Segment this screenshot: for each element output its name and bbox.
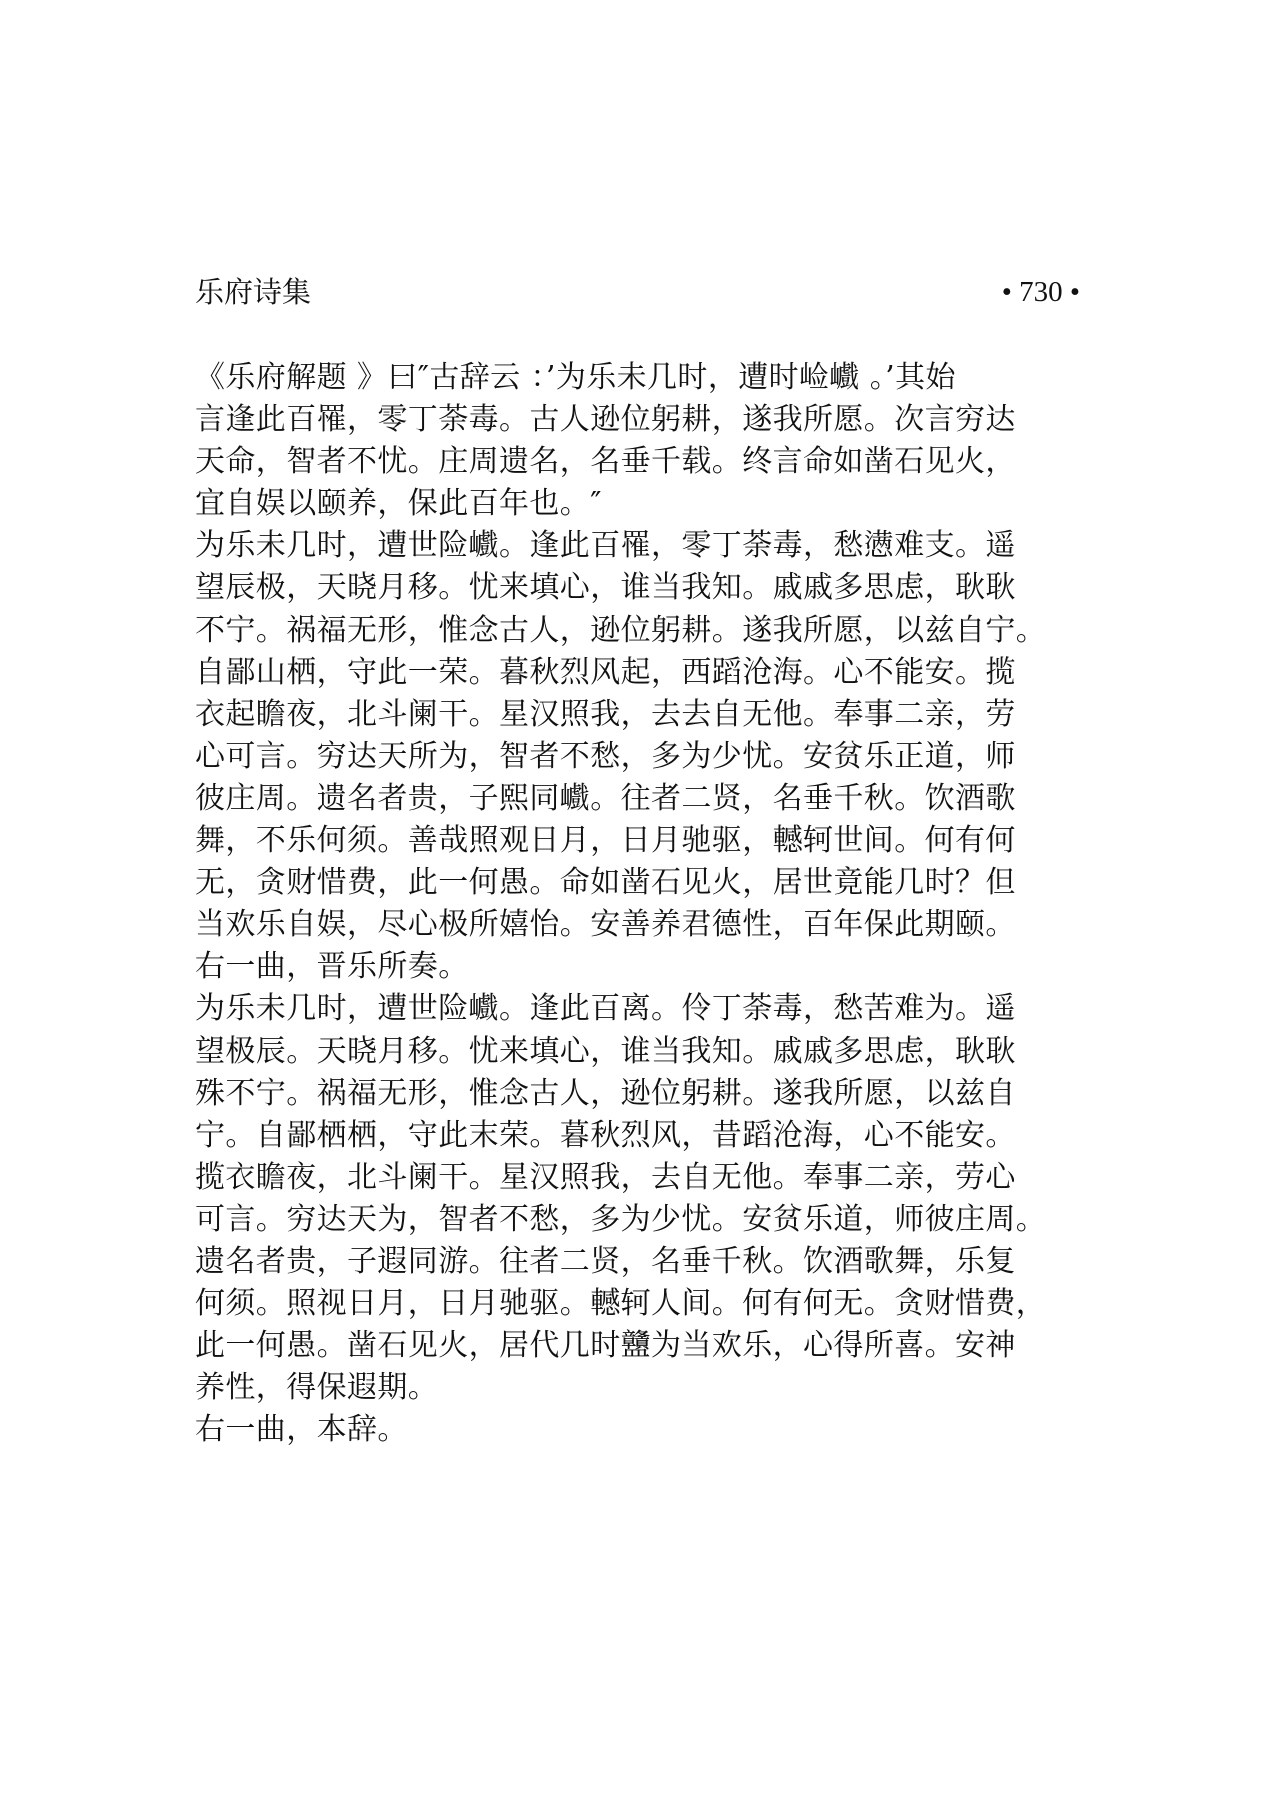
text-line: 当欢乐自娱，尽心极所嬉怡。安善养君德性，百年保此期颐。 (195, 907, 1016, 943)
text-line: 无，贪财惜费，此一何愚。命如凿石见火，居世竟能几时？但 (195, 865, 1016, 901)
text-line: 揽衣瞻夜，北斗阑干。星汉照我，去自无他。奉事二亲，劳心 (195, 1159, 1016, 1195)
text-line: 望极辰。天晓月移。忧来填心，谁当我知。戚戚多思虑，耿耿 (195, 1033, 1016, 1069)
text-line: 天命，智者不忧。庄周遗名，名垂千载。终言命如凿石见火， (195, 444, 1016, 480)
text-line: 心可言。穷达天所为，智者不愁，多为少忧。安贫乐正道，师 (195, 738, 1016, 774)
text-line: 自鄙山栖，守此一荣。暮秋烈风起，西蹈沧海。心不能安。揽 (195, 654, 1016, 690)
text-line: 言逢此百罹，零丁荼毒。古人逊位躬耕，遂我所愿。次言穷达 (195, 402, 1016, 438)
text-line: 不宁。祸福无形，惟念古人，逊位躬耕。遂我所愿，以兹自宁。 (195, 612, 1047, 648)
page-body (195, 357, 1115, 1451)
text-line: 宜自娱以颐养，保此百年也。″ (195, 486, 602, 522)
page-number: • 730 • (1001, 276, 1080, 308)
text-line: 遗名者贵，子遐同游。往者二贤，名垂千秋。饮酒歌舞，乐复 (195, 1243, 1016, 1279)
text-line: 为乐未几时，遭世险巇。逢此百离。伶丁荼毒，愁苦难为。遥 (195, 991, 1016, 1027)
text-line: 彼庄周。遗名者贵，子熙同巇。往者二贤，名垂千秋。饮酒歌 (195, 780, 1016, 816)
running-header (195, 272, 1080, 312)
text-line: 舞，不乐何须。善哉照观日月，日月驰驱，轗轲世间。何有何 (195, 823, 1016, 859)
text-line: 望辰极，天晓月移。忧来填心，谁当我知。戚戚多思虑，耿耿 (195, 570, 1016, 606)
text-line: 为乐未几时，遭世险巇。逢此百罹，零丁荼毒，愁懑难支。遥 (195, 528, 1016, 564)
text-line: 《乐府解题 》曰″古辞云 ：’为乐未几时，遭时崄巇 。’其始 (195, 360, 956, 395)
text-line: 宁。自鄙栖栖，守此末荣。暮秋烈风，昔蹈沧海，心不能安。 (195, 1117, 1016, 1153)
text-line: 养性，得保遐期。 (195, 1370, 439, 1406)
text-line: 何须。照视日月，日月驰驱。轗轲人间。何有何无。贪财惜费， (195, 1286, 1047, 1322)
text-line: 殊不宁。祸福无形，惟念古人，逊位躬耕。遂我所愿，以兹自 (195, 1075, 1016, 1111)
text-line: 可言。穷达天为，智者不愁，多为少忧。安贫乐道，师彼庄周。 (195, 1201, 1047, 1237)
text-line: 右一曲，本辞。 (195, 1412, 408, 1448)
text-line: 衣起瞻夜，北斗阑干。星汉照我，去去自无他。奉事二亲，劳 (195, 696, 1016, 732)
text-line: 此一何愚。凿石见火，居代几时䀍为当欢乐，心得所喜。安神 (195, 1328, 1016, 1364)
text-line: 右一曲，晋乐所奏。 (195, 949, 469, 985)
book-title: 乐府诗集 (195, 275, 312, 309)
